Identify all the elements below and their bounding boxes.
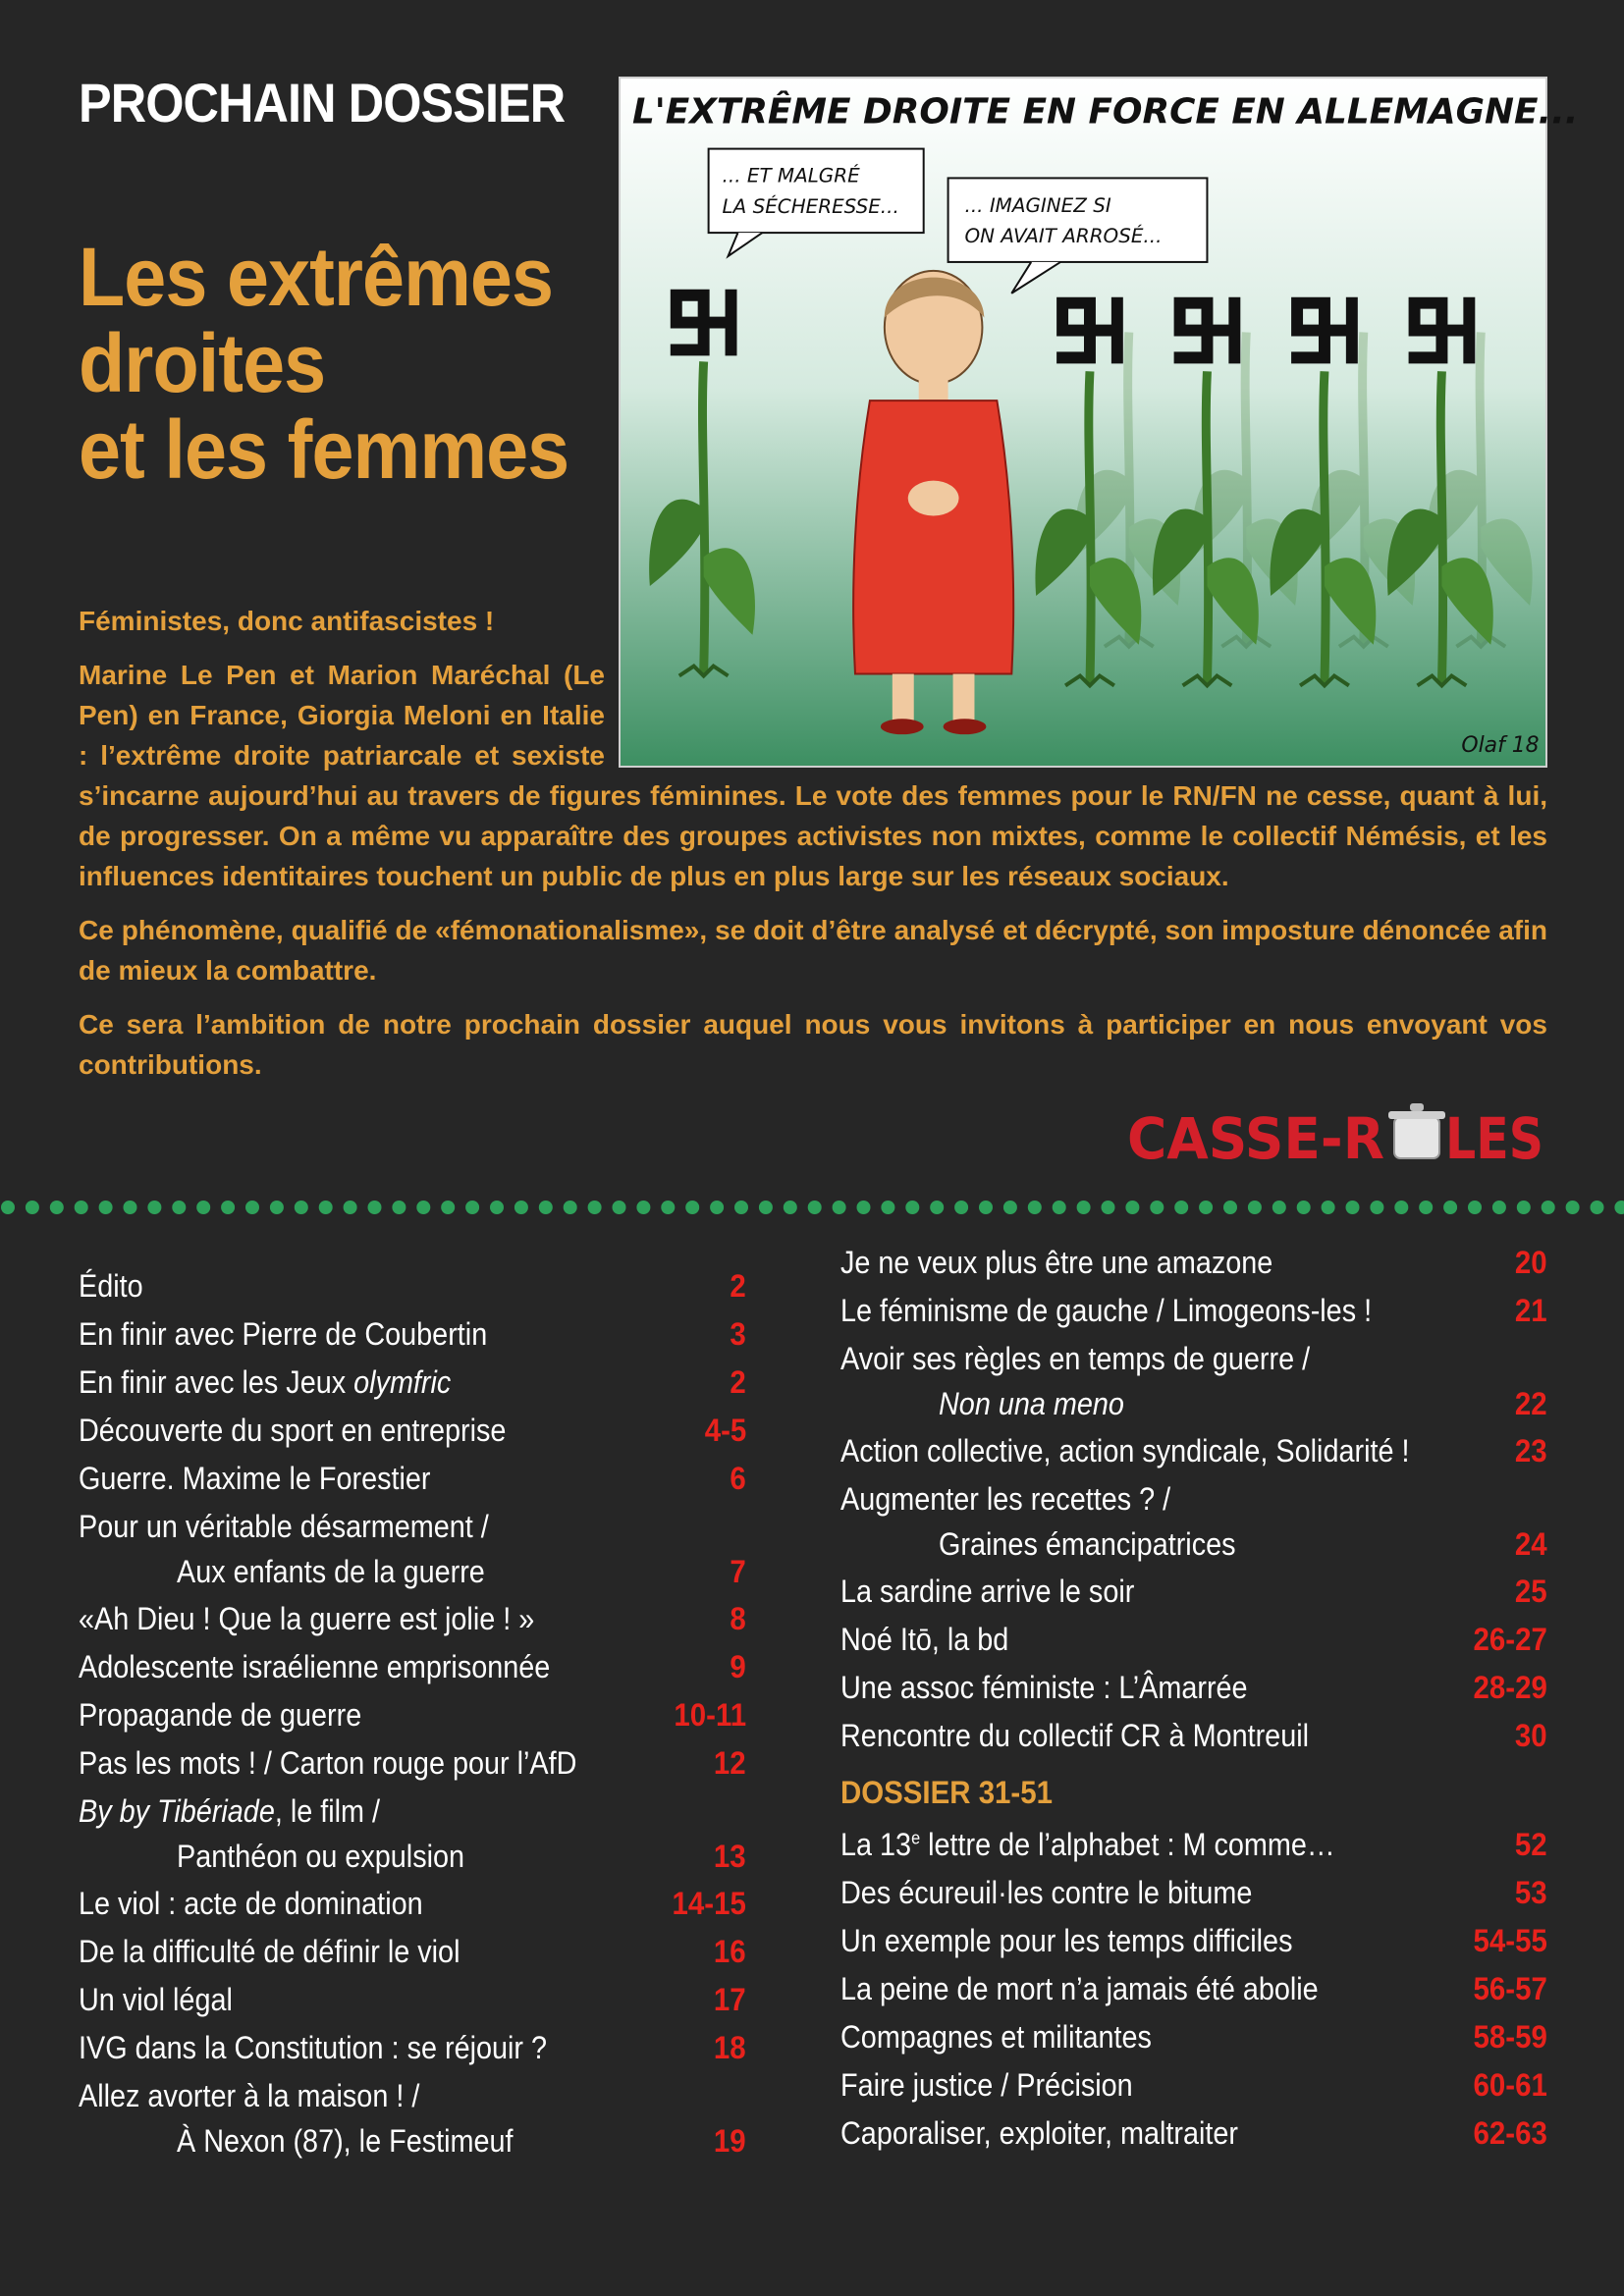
divider-dot (661, 1201, 675, 1214)
divider-dot (1102, 1201, 1115, 1214)
divider-dot (539, 1201, 553, 1214)
logo-text-right: LES (1445, 1105, 1543, 1172)
toc-entry-title: Faire justice / Précision (840, 2067, 1133, 2103)
toc-entry-title: «Ah Dieu ! Que la guerre est jolie ! » (79, 1601, 535, 1636)
toc-entry-title: Rencontre du collectif CR à Montreuil (840, 1718, 1310, 1753)
toc-entry-page: 2 (730, 1364, 746, 1400)
toc-entry-page: 24 (1515, 1526, 1547, 1562)
toc-entry-title (79, 1793, 380, 1830)
divider-dot (1566, 1201, 1580, 1214)
divider-dot (368, 1201, 382, 1214)
divider-dot (905, 1201, 919, 1214)
toc-entry-page: 23 (1515, 1433, 1547, 1468)
divider-dot (857, 1201, 871, 1214)
toc-entry-title: Caporaliser, exploiter, maltraiter (840, 2115, 1238, 2151)
toc-entry-title: Le féminisme de gauche / Limogeons-les ! (840, 1293, 1373, 1328)
toc-entry-title: IVG dans la Constitution : se réjouir ? (79, 2030, 548, 2065)
toc-entry-title: Guerre. Maxime le Forestier (79, 1461, 431, 1496)
toc-entry-title (79, 1364, 451, 1401)
divider-dot (759, 1201, 773, 1214)
divider-dot (147, 1201, 161, 1214)
divider-dot (979, 1201, 993, 1214)
toc-entry-page: 54-55 (1473, 1923, 1547, 1958)
toc-entry[interactable] (79, 1793, 746, 1886)
dossier-heading[interactable] (840, 1766, 1490, 1827)
toc-entry-page: 8 (730, 1601, 746, 1636)
toc-entry-page: 13 (714, 1839, 746, 1874)
cartoon-signature: Olaf 18 (1461, 733, 1540, 759)
divider-dot (196, 1201, 210, 1214)
toc-entry-title-italic: By by Tibériade (79, 1793, 275, 1829)
divider-dot (465, 1201, 479, 1214)
toc-entry[interactable] (79, 1934, 746, 1982)
divider-dot (1517, 1201, 1531, 1214)
toc-entry-title: Propagande de guerre (79, 1697, 362, 1733)
page-title (79, 231, 628, 496)
toc-entry-subtitle: À Nexon (87), le Festimeuf (177, 2123, 514, 2159)
toc-entry-page: 26-27 (1473, 1622, 1547, 1657)
toc-entry[interactable] (79, 1697, 746, 1745)
toc-entry-page: 56-57 (1473, 1971, 1547, 2006)
toc-entry-subtitle: Aux enfants de la guerre (177, 1554, 485, 1589)
intro-paragraph-2: Ce phénomène, qualifié de «fémonationalisme», se doit d’être analysé et décrypté, son imposture dénoncée afin de mieux la combattre. (79, 915, 1547, 986)
toc-entry-page: 58-59 (1473, 2019, 1547, 2055)
toc-entry-title: En finir avec Pierre de Coubertin (79, 1316, 488, 1352)
intro-paragraph-1: Marine Le Pen et Marion Maréchal (Le Pen) en France, Giorgia Meloni en Italie : l’extrême droite patriarcale et sexiste s’incarne aujourd’hui au travers de figures féminines. Le vote des femmes pour le RN/FN ne cesse, quant à lui, de progresser. On a même vu apparaître des groupes activistes non mixtes, comme le collectif Némésis, et les influences identitaires touchent un public de plus en plus large sur les réseaux sociaux. (79, 660, 1547, 891)
toc-entry[interactable] (79, 1461, 746, 1509)
toc-entry-title: Avoir ses règles en temps de guerre / (840, 1341, 1311, 1376)
toc-entry[interactable] (840, 2067, 1547, 2115)
toc-entry-title: Un viol légal (79, 1982, 233, 2017)
toc-entry[interactable] (79, 1982, 746, 2030)
divider-dot (295, 1201, 308, 1214)
divider-dot (1248, 1201, 1262, 1214)
divider-dot (1322, 1201, 1335, 1214)
divider-dot (1, 1201, 15, 1214)
divider-dot (50, 1201, 64, 1214)
divider-dot (124, 1201, 137, 1214)
toc-entry-title-text: , le film / (274, 1793, 381, 1829)
toc-entry[interactable] (79, 1509, 746, 1601)
toc-entry[interactable] (840, 2115, 1547, 2163)
divider-dot (490, 1201, 504, 1214)
dossier-pages: 31-51 (978, 1775, 1053, 1810)
toc-right-column (840, 1245, 1547, 2163)
toc-entry-page: 4-5 (704, 1413, 746, 1448)
toc-entry-page: 30 (1515, 1718, 1547, 1753)
divider-dot (588, 1201, 602, 1214)
divider-dot (245, 1201, 259, 1214)
toc-entry-page: 52 (1515, 1827, 1547, 1862)
toc-entry-title: Pas les mots ! / Carton rouge pour l’AfD (79, 1745, 577, 1781)
toc-entry-title: Un exemple pour les temps difficiles (840, 1923, 1293, 1958)
title-line-1: Les extrêmes (79, 231, 554, 323)
divider-dot (1223, 1201, 1237, 1214)
toc-entry-title: Le viol : acte de domination (79, 1886, 423, 1921)
toc-entry-title (840, 1827, 1335, 1863)
bubble-2-line-1: ... IMAGINEZ SI (964, 194, 1111, 218)
toc-entry-page: 28-29 (1473, 1670, 1547, 1705)
divider-dot (221, 1201, 235, 1214)
cartoon-caption: L'EXTRÊME DROITE EN FORCE EN ALLEMAGNE... (631, 91, 1579, 133)
divider-dot (441, 1201, 455, 1214)
toc-entry-page: 60-61 (1473, 2067, 1547, 2103)
divider-dot (1150, 1201, 1164, 1214)
toc-entry-page: 21 (1515, 1293, 1547, 1328)
toc-entry-page: 25 (1515, 1574, 1547, 1609)
toc-entry-title: Une assoc féministe : L’Âmarrée (840, 1670, 1248, 1705)
divider-dot (344, 1201, 357, 1214)
toc-entry[interactable] (79, 1601, 746, 1649)
divider-dot (270, 1201, 284, 1214)
divider-dot (514, 1201, 528, 1214)
divider-dot (930, 1201, 944, 1214)
divider-dot (685, 1201, 699, 1214)
divider-dot (1468, 1201, 1482, 1214)
divider-dot (1125, 1201, 1139, 1214)
divider-dot (319, 1201, 333, 1214)
divider-dot (1614, 1201, 1624, 1214)
toc-entry-page: 3 (730, 1316, 746, 1352)
toc-entry-page: 62-63 (1473, 2115, 1547, 2151)
toc-entry[interactable] (840, 1245, 1547, 1293)
divider-dot (954, 1201, 968, 1214)
toc-entry-title: Découverte du sport en entreprise (79, 1413, 507, 1448)
toc-entry-title: Je ne veux plus être une amazone (840, 1245, 1273, 1280)
toc-entry[interactable] (79, 1316, 746, 1364)
toc-entry-page: 18 (714, 2030, 746, 2065)
divider-dot (613, 1201, 626, 1214)
divider-dot (833, 1201, 846, 1214)
toc-entry-subtitle: Panthéon ou expulsion (177, 1839, 465, 1874)
bubble-2-line-2: ON AVAIT ARROSÉ... (964, 225, 1163, 248)
title-line-3: et les femmes (79, 403, 569, 496)
logo-text-left: CASSE-R (1127, 1105, 1384, 1172)
divider-dot (1370, 1201, 1383, 1214)
toc-entry[interactable] (79, 1745, 746, 1793)
toc-entry-page: 17 (714, 1982, 746, 2017)
dotted-divider (0, 1196, 1624, 1219)
toc-entry[interactable] (79, 1886, 746, 1934)
toc-entry[interactable] (79, 1649, 746, 1697)
intro-paragraph-3: Ce sera l’ambition de notre prochain dossier auquel nous vous invitons à participer en nous envoyant vos contributions. (79, 1009, 1547, 1080)
toc-entry[interactable] (840, 1923, 1547, 1971)
toc-entry[interactable] (840, 1875, 1547, 1923)
bubble-1-line-2: LA SÉCHERESSE... (722, 195, 899, 219)
toc-entry[interactable] (840, 1481, 1547, 1574)
toc-entry-title: La sardine arrive le soir (840, 1574, 1135, 1609)
divider-dot (881, 1201, 894, 1214)
toc-entry-subtitle: Non una meno (939, 1386, 1124, 1421)
toc-entry-page: 22 (1515, 1386, 1547, 1421)
divider-dot (1394, 1201, 1408, 1214)
divider-dot (636, 1201, 650, 1214)
toc-entry[interactable] (840, 1718, 1547, 1766)
toc-entry-subtitle: Graines émancipatrices (939, 1526, 1236, 1562)
toc-entry[interactable] (840, 1971, 1547, 2019)
title-line-2: droites (79, 317, 326, 409)
toc-entry[interactable] (840, 1293, 1547, 1341)
divider-dot (392, 1201, 406, 1214)
toc-entry-page: 14-15 (672, 1886, 746, 1921)
toc-entry-page: 12 (714, 1745, 746, 1781)
toc-entry[interactable] (840, 1433, 1547, 1481)
divider-dot (1346, 1201, 1360, 1214)
toc-entry[interactable] (840, 1341, 1547, 1433)
intro-subtitle: Féministes, donc antifascistes ! (79, 606, 495, 636)
toc-entry-page: 19 (714, 2123, 746, 2159)
divider-dot (99, 1201, 113, 1214)
toc-entry-title: Adolescente israélienne emprisonnée (79, 1649, 551, 1684)
toc-entry-title: Allez avorter à la maison ! / (79, 2078, 420, 2113)
toc-entry-title: Augmenter les recettes ? / (840, 1481, 1171, 1517)
toc-entry-page: 53 (1515, 1875, 1547, 1910)
toc-entry[interactable] (840, 1574, 1547, 1622)
bubble-1-line-1: ... ET MALGRÉ (722, 164, 860, 187)
divider-dot (734, 1201, 748, 1214)
divider-dot (1003, 1201, 1017, 1214)
toc-entry-title: Des écureuil·les contre le bitume (840, 1875, 1253, 1910)
toc-entry-page: 16 (714, 1934, 746, 1969)
intro-text (79, 601, 1547, 1098)
divider-dot (1272, 1201, 1286, 1214)
toc-entry[interactable] (79, 1364, 746, 1413)
divider-dot (26, 1201, 39, 1214)
toc-entry[interactable] (79, 1268, 746, 1316)
divider-dot (784, 1201, 797, 1214)
toc-entry-page: 6 (730, 1461, 746, 1496)
toc-entry[interactable] (79, 2030, 746, 2078)
toc-entry-title: Pour un véritable désarmement / (79, 1509, 489, 1544)
divider-dot (172, 1201, 186, 1214)
toc-entry[interactable] (840, 1622, 1547, 1670)
divider-dot (1591, 1201, 1604, 1214)
divider-dot (1199, 1201, 1213, 1214)
divider-dot (1174, 1201, 1188, 1214)
toc-entry-page: 7 (730, 1554, 746, 1589)
toc-left-column (79, 1268, 746, 2170)
divider-dot (1053, 1201, 1066, 1214)
toc-entry-title-text: La 13 (840, 1827, 912, 1862)
divider-dot (1028, 1201, 1042, 1214)
divider-dot (710, 1201, 724, 1214)
toc-entry-title-italic: olymfric (353, 1364, 452, 1400)
section-kicker: PROCHAIN DOSSIER (79, 72, 566, 133)
divider-dot (1419, 1201, 1433, 1214)
toc-entry[interactable] (840, 1670, 1547, 1718)
toc-entry-title: Compagnes et militantes (840, 2019, 1152, 2055)
divider-dot (564, 1201, 577, 1214)
divider-dot (416, 1201, 430, 1214)
toc-entry[interactable] (840, 2019, 1547, 2067)
toc-entry-title: De la difficulté de définir le viol (79, 1934, 460, 1969)
toc-entry-superscript: e (911, 1828, 921, 1848)
toc-entry[interactable] (79, 1413, 746, 1461)
divider-dot (1297, 1201, 1311, 1214)
casse-roles-logo (1127, 1097, 1543, 1172)
logo-graphic (1127, 1097, 1543, 1172)
toc-entry-title: La peine de mort n’a jamais été abolie (840, 1971, 1319, 2006)
toc-entry-title-rest: lettre de l’alphabet : M comme… (920, 1827, 1335, 1862)
toc-entry-page: 20 (1515, 1245, 1547, 1280)
pot-icon (1388, 1103, 1445, 1158)
divider-dot (808, 1201, 822, 1214)
divider-dot (1542, 1201, 1555, 1214)
toc-entry[interactable] (840, 1827, 1547, 1875)
toc-entry-title: Édito (79, 1268, 143, 1304)
toc-entry[interactable] (79, 2078, 746, 2170)
image-float-spacer (605, 601, 1547, 773)
toc-entry-page: 2 (730, 1268, 746, 1304)
toc-entry-title: Noé Itō, la bd (840, 1622, 1009, 1657)
toc-entry-page: 9 (730, 1649, 746, 1684)
toc-entry-title-text: En finir avec les Jeux (79, 1364, 354, 1400)
toc-entry-page: 10-11 (674, 1697, 746, 1733)
divider-dot (1492, 1201, 1506, 1214)
toc-entry-title: Action collective, action syndicale, Solidarité ! (840, 1433, 1410, 1468)
divider-dot (1077, 1201, 1091, 1214)
dossier-label: DOSSIER (840, 1775, 979, 1810)
divider-dot (1443, 1201, 1457, 1214)
divider-dot (75, 1201, 88, 1214)
